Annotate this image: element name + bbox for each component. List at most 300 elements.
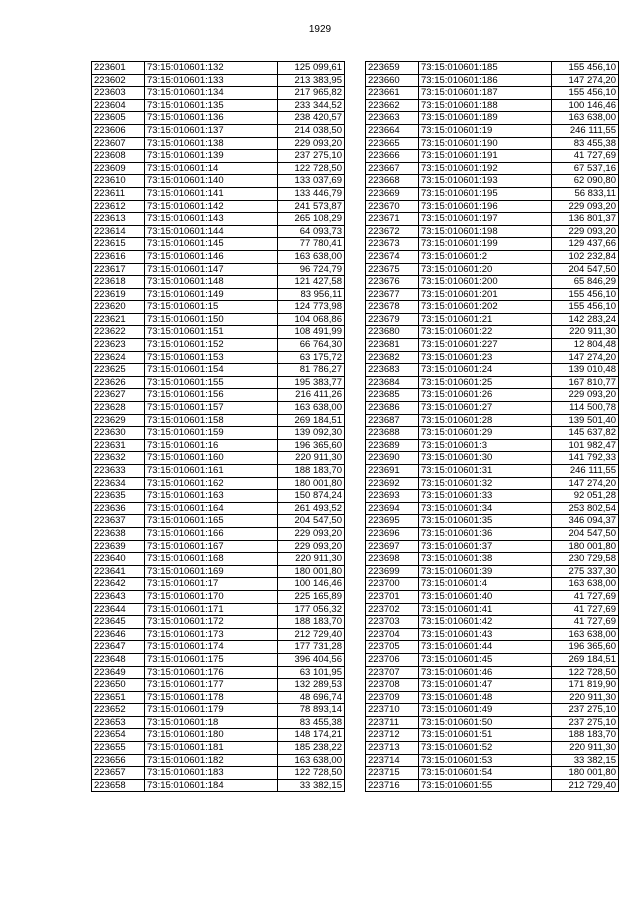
cadastral-value-cell: 139 501,40 [552, 414, 619, 427]
cadastral-number-cell: 73:15:010601:51 [419, 729, 552, 742]
table-row [366, 754, 619, 767]
row-number-cell: 223672 [366, 225, 419, 238]
cadastral-number-cell: 73:15:010601:47 [419, 679, 552, 692]
row-number-cell: 223636 [92, 502, 145, 515]
table-row [92, 679, 345, 692]
row-number-cell: 223685 [366, 389, 419, 402]
row-number-cell: 223627 [92, 389, 145, 402]
table-row [92, 565, 345, 578]
row-number-cell: 223623 [92, 339, 145, 352]
row-number-cell: 223653 [92, 716, 145, 729]
cadastral-value-cell: 163 638,00 [278, 402, 345, 415]
cadastral-value-cell: 246 111,55 [552, 465, 619, 478]
cadastral-value-cell: 83 455,38 [278, 716, 345, 729]
table-row [92, 351, 345, 364]
cadastral-value-cell: 83 956,11 [278, 288, 345, 301]
cadastral-value-cell: 204 547,50 [552, 263, 619, 276]
cadastral-value-cell: 96 724,79 [278, 263, 345, 276]
cadastral-value-cell: 155 456,10 [552, 301, 619, 314]
table-row [366, 553, 619, 566]
row-number-cell: 223613 [92, 213, 145, 226]
table-row [366, 213, 619, 226]
table-row [92, 339, 345, 352]
cadastral-number-cell: 73:15:010601:185 [419, 62, 552, 75]
row-number-cell: 223679 [366, 313, 419, 326]
cadastral-value-table-left [91, 61, 345, 792]
cadastral-number-cell: 73:15:010601:178 [145, 691, 278, 704]
table-row [92, 276, 345, 289]
table-row [92, 162, 345, 175]
row-number-cell: 223670 [366, 200, 419, 213]
row-number-cell: 223715 [366, 767, 419, 780]
cadastral-number-cell: 73:15:010601:42 [419, 616, 552, 629]
cadastral-value-cell: 163 638,00 [278, 754, 345, 767]
cadastral-value-cell: 33 382,15 [552, 754, 619, 767]
table-row [92, 301, 345, 314]
row-number-cell: 223713 [366, 742, 419, 755]
cadastral-value-cell: 213 383,95 [278, 74, 345, 87]
cadastral-value-cell: 101 982,47 [552, 439, 619, 452]
table-row [92, 389, 345, 402]
row-number-cell: 223601 [92, 62, 145, 75]
cadastral-value-cell: 133 037,69 [278, 175, 345, 188]
cadastral-number-cell: 73:15:010601:24 [419, 364, 552, 377]
cadastral-number-cell: 73:15:010601:43 [419, 628, 552, 641]
cadastral-value-cell: 229 093,20 [552, 389, 619, 402]
row-number-cell: 223654 [92, 729, 145, 742]
row-number-cell: 223708 [366, 679, 419, 692]
row-number-cell: 223611 [92, 187, 145, 200]
table-row [92, 427, 345, 440]
row-number-cell: 223696 [366, 527, 419, 540]
cadastral-number-cell: 73:15:010601:27 [419, 402, 552, 415]
row-number-cell: 223606 [92, 124, 145, 137]
cadastral-value-cell: 83 455,38 [552, 137, 619, 150]
row-number-cell: 223692 [366, 477, 419, 490]
table-row [92, 150, 345, 163]
cadastral-value-cell: 214 038,50 [278, 124, 345, 137]
cadastral-value-cell: 133 446,79 [278, 187, 345, 200]
cadastral-value-cell: 66 764,30 [278, 339, 345, 352]
table-row [366, 691, 619, 704]
table-row [92, 616, 345, 629]
cadastral-number-cell: 73:15:010601:166 [145, 527, 278, 540]
cadastral-number-cell: 73:15:010601:179 [145, 704, 278, 717]
page-number: 1929 [308, 24, 332, 35]
cadastral-value-cell: 246 111,55 [552, 124, 619, 137]
cadastral-value-cell: 196 365,60 [552, 641, 619, 654]
table-row [92, 225, 345, 238]
row-number-cell: 223656 [92, 754, 145, 767]
table-row [366, 225, 619, 238]
table-row [92, 74, 345, 87]
cadastral-value-cell: 229 093,20 [552, 225, 619, 238]
cadastral-number-cell: 73:15:010601:14 [145, 162, 278, 175]
cadastral-number-cell: 73:15:010601:54 [419, 767, 552, 780]
row-number-cell: 223605 [92, 112, 145, 125]
table-row [366, 162, 619, 175]
cadastral-value-cell: 62 090,80 [552, 175, 619, 188]
cadastral-number-cell: 73:15:010601:18 [145, 716, 278, 729]
cadastral-value-cell: 171 819,90 [552, 679, 619, 692]
cadastral-number-cell: 73:15:010601:49 [419, 704, 552, 717]
row-number-cell: 223632 [92, 452, 145, 465]
cadastral-number-cell: 73:15:010601:150 [145, 313, 278, 326]
cadastral-value-cell: 41 727,69 [552, 590, 619, 603]
cadastral-number-cell: 73:15:010601:176 [145, 666, 278, 679]
row-number-cell: 223675 [366, 263, 419, 276]
row-number-cell: 223628 [92, 402, 145, 415]
cadastral-value-cell: 114 500,78 [552, 402, 619, 415]
cadastral-number-cell: 73:15:010601:147 [145, 263, 278, 276]
row-number-cell: 223687 [366, 414, 419, 427]
row-number-cell: 223699 [366, 565, 419, 578]
row-number-cell: 223645 [92, 616, 145, 629]
cadastral-number-cell: 73:15:010601:149 [145, 288, 278, 301]
cadastral-value-cell: 102 232,84 [552, 250, 619, 263]
row-number-cell: 223614 [92, 225, 145, 238]
cadastral-number-cell: 73:15:010601:160 [145, 452, 278, 465]
cadastral-value-cell: 41 727,69 [552, 603, 619, 616]
table-row [366, 137, 619, 150]
table-row [366, 452, 619, 465]
row-number-cell: 223684 [366, 376, 419, 389]
cadastral-value-cell: 237 275,10 [552, 716, 619, 729]
table-row [92, 527, 345, 540]
table-row [92, 742, 345, 755]
cadastral-value-cell: 265 108,29 [278, 213, 345, 226]
row-number-cell: 223690 [366, 452, 419, 465]
row-number-cell: 223655 [92, 742, 145, 755]
table-row [92, 666, 345, 679]
cadastral-value-cell: 155 456,10 [552, 87, 619, 100]
cadastral-number-cell: 73:15:010601:180 [145, 729, 278, 742]
cadastral-number-cell: 73:15:010601:184 [145, 779, 278, 792]
row-number-cell: 223616 [92, 250, 145, 263]
table-row [366, 742, 619, 755]
cadastral-number-cell: 73:15:010601:199 [419, 238, 552, 251]
table-row [366, 439, 619, 452]
row-number-cell: 223620 [92, 301, 145, 314]
cadastral-value-cell: 253 802,54 [552, 502, 619, 515]
cadastral-value-cell: 229 093,20 [278, 540, 345, 553]
cadastral-value-cell: 141 792,33 [552, 452, 619, 465]
cadastral-number-cell: 73:15:010601:139 [145, 150, 278, 163]
row-number-cell: 223666 [366, 150, 419, 163]
cadastral-number-cell: 73:15:010601:29 [419, 427, 552, 440]
cadastral-value-cell: 230 729,58 [552, 553, 619, 566]
row-number-cell: 223634 [92, 477, 145, 490]
row-number-cell: 223609 [92, 162, 145, 175]
cadastral-value-cell: 220 911,30 [552, 326, 619, 339]
table-row [366, 779, 619, 792]
table-row [366, 87, 619, 100]
table-row [366, 364, 619, 377]
row-number-cell: 223667 [366, 162, 419, 175]
table-row [366, 414, 619, 427]
cadastral-value-cell: 77 780,41 [278, 238, 345, 251]
table-row [366, 490, 619, 503]
cadastral-value-cell: 180 001,80 [278, 565, 345, 578]
row-number-cell: 223646 [92, 628, 145, 641]
table-row [366, 628, 619, 641]
cadastral-number-cell: 73:15:010601:202 [419, 301, 552, 314]
cadastral-number-cell: 73:15:010601:143 [145, 213, 278, 226]
row-number-cell: 223677 [366, 288, 419, 301]
table-row [366, 641, 619, 654]
cadastral-number-cell: 73:15:010601:151 [145, 326, 278, 339]
row-number-cell: 223716 [366, 779, 419, 792]
cadastral-value-cell: 163 638,00 [552, 112, 619, 125]
cadastral-number-cell: 73:15:010601:141 [145, 187, 278, 200]
cadastral-value-cell: 139 010,48 [552, 364, 619, 377]
table-row [92, 603, 345, 616]
cadastral-number-cell: 73:15:010601:159 [145, 427, 278, 440]
cadastral-value-cell: 216 411,26 [278, 389, 345, 402]
table-row [92, 99, 345, 112]
table-row [366, 62, 619, 75]
cadastral-number-cell: 73:15:010601:186 [419, 74, 552, 87]
row-number-cell: 223619 [92, 288, 145, 301]
row-number-cell: 223658 [92, 779, 145, 792]
cadastral-number-cell: 73:15:010601:172 [145, 616, 278, 629]
cadastral-value-cell: 188 183,70 [278, 616, 345, 629]
cadastral-number-cell: 73:15:010601:201 [419, 288, 552, 301]
row-number-cell: 223621 [92, 313, 145, 326]
cadastral-value-cell: 261 493,52 [278, 502, 345, 515]
table-row [366, 729, 619, 742]
row-number-cell: 223649 [92, 666, 145, 679]
table-row [92, 238, 345, 251]
table-row [92, 691, 345, 704]
cadastral-number-cell: 73:15:010601:163 [145, 490, 278, 503]
table-row [366, 565, 619, 578]
cadastral-value-cell: 92 051,28 [552, 490, 619, 503]
cadastral-number-cell: 73:15:010601:134 [145, 87, 278, 100]
row-number-cell: 223604 [92, 99, 145, 112]
cadastral-value-cell: 122 728,50 [552, 666, 619, 679]
row-number-cell: 223698 [366, 553, 419, 566]
table-row [366, 477, 619, 490]
table-row [366, 679, 619, 692]
cadastral-value-cell: 142 283,24 [552, 313, 619, 326]
cadastral-value-cell: 41 727,69 [552, 150, 619, 163]
table-row [92, 263, 345, 276]
cadastral-value-cell: 129 437,66 [552, 238, 619, 251]
table-row [92, 439, 345, 452]
row-number-cell: 223633 [92, 465, 145, 478]
cadastral-value-cell: 241 573,87 [278, 200, 345, 213]
row-number-cell: 223705 [366, 641, 419, 654]
table-row [92, 477, 345, 490]
row-number-cell: 223622 [92, 326, 145, 339]
row-number-cell: 223673 [366, 238, 419, 251]
row-number-cell: 223668 [366, 175, 419, 188]
row-number-cell: 223697 [366, 540, 419, 553]
table-row [366, 616, 619, 629]
table-body-left [92, 62, 345, 792]
table-row [366, 124, 619, 137]
table-row [92, 288, 345, 301]
table-row [92, 376, 345, 389]
row-number-cell: 223688 [366, 427, 419, 440]
row-number-cell: 223640 [92, 553, 145, 566]
table-row [366, 578, 619, 591]
row-number-cell: 223671 [366, 213, 419, 226]
table-row [366, 527, 619, 540]
cadastral-value-cell: 163 638,00 [278, 250, 345, 263]
row-number-cell: 223644 [92, 603, 145, 616]
cadastral-value-cell: 220 911,30 [552, 691, 619, 704]
table-row [92, 187, 345, 200]
table-row [366, 339, 619, 352]
table-row [92, 515, 345, 528]
cadastral-number-cell: 73:15:010601:173 [145, 628, 278, 641]
table-row [366, 175, 619, 188]
row-number-cell: 223712 [366, 729, 419, 742]
table-row [366, 402, 619, 415]
row-number-cell: 223676 [366, 276, 419, 289]
row-number-cell: 223710 [366, 704, 419, 717]
cadastral-value-cell: 139 092,30 [278, 427, 345, 440]
cadastral-value-cell: 220 911,30 [552, 742, 619, 755]
cadastral-number-cell: 73:15:010601:3 [419, 439, 552, 452]
cadastral-value-cell: 155 456,10 [552, 288, 619, 301]
cadastral-value-cell: 196 365,60 [278, 439, 345, 452]
row-number-cell: 223618 [92, 276, 145, 289]
table-body-right [366, 62, 619, 792]
cadastral-number-cell: 73:15:010601:32 [419, 477, 552, 490]
row-number-cell: 223661 [366, 87, 419, 100]
row-number-cell: 223624 [92, 351, 145, 364]
row-number-cell: 223626 [92, 376, 145, 389]
row-number-cell: 223625 [92, 364, 145, 377]
cadastral-number-cell: 73:15:010601:198 [419, 225, 552, 238]
table-row [92, 452, 345, 465]
cadastral-number-cell: 73:15:010601:152 [145, 339, 278, 352]
cadastral-number-cell: 73:15:010601:158 [145, 414, 278, 427]
cadastral-number-cell: 73:15:010601:197 [419, 213, 552, 226]
table-row [366, 540, 619, 553]
cadastral-value-cell: 188 183,70 [278, 465, 345, 478]
cadastral-value-cell: 48 696,74 [278, 691, 345, 704]
cadastral-value-cell: 185 238,22 [278, 742, 345, 755]
row-number-cell: 223660 [366, 74, 419, 87]
cadastral-number-cell: 73:15:010601:26 [419, 389, 552, 402]
table-row [366, 301, 619, 314]
row-number-cell: 223680 [366, 326, 419, 339]
cadastral-number-cell: 73:15:010601:200 [419, 276, 552, 289]
table-row [92, 62, 345, 75]
row-number-cell: 223709 [366, 691, 419, 704]
row-number-cell: 223617 [92, 263, 145, 276]
cadastral-value-cell: 147 274,20 [552, 351, 619, 364]
cadastral-number-cell: 73:15:010601:196 [419, 200, 552, 213]
cadastral-number-cell: 73:15:010601:174 [145, 641, 278, 654]
row-number-cell: 223659 [366, 62, 419, 75]
cadastral-value-cell: 63 175,72 [278, 351, 345, 364]
table-row [92, 250, 345, 263]
row-number-cell: 223695 [366, 515, 419, 528]
cadastral-number-cell: 73:15:010601:154 [145, 364, 278, 377]
cadastral-value-cell: 163 638,00 [552, 578, 619, 591]
table-row [366, 276, 619, 289]
row-number-cell: 223612 [92, 200, 145, 213]
cadastral-number-cell: 73:15:010601:169 [145, 565, 278, 578]
cadastral-value-cell: 122 728,50 [278, 767, 345, 780]
cadastral-value-cell: 122 728,50 [278, 162, 345, 175]
row-number-cell: 223647 [92, 641, 145, 654]
table-row [366, 351, 619, 364]
cadastral-value-cell: 275 337,30 [552, 565, 619, 578]
row-number-cell: 223602 [92, 74, 145, 87]
table-row [366, 603, 619, 616]
cadastral-number-cell: 73:15:010601:157 [145, 402, 278, 415]
table-row [366, 653, 619, 666]
cadastral-number-cell: 73:15:010601:183 [145, 767, 278, 780]
cadastral-number-cell: 73:15:010601:46 [419, 666, 552, 679]
cadastral-value-cell: 188 183,70 [552, 729, 619, 742]
row-number-cell: 223681 [366, 339, 419, 352]
cadastral-number-cell: 73:15:010601:39 [419, 565, 552, 578]
cadastral-value-cell: 177 056,32 [278, 603, 345, 616]
table-row [366, 187, 619, 200]
cadastral-number-cell: 73:15:010601:17 [145, 578, 278, 591]
table-row [366, 200, 619, 213]
cadastral-value-cell: 177 731,28 [278, 641, 345, 654]
row-number-cell: 223615 [92, 238, 145, 251]
cadastral-number-cell: 73:15:010601:189 [419, 112, 552, 125]
cadastral-number-cell: 73:15:010601:145 [145, 238, 278, 251]
cadastral-number-cell: 73:15:010601:148 [145, 276, 278, 289]
cadastral-value-cell: 269 184,51 [278, 414, 345, 427]
table-row [366, 74, 619, 87]
table-row [92, 414, 345, 427]
cadastral-number-cell: 73:15:010601:35 [419, 515, 552, 528]
table-row [92, 137, 345, 150]
cadastral-number-cell: 73:15:010601:170 [145, 590, 278, 603]
row-number-cell: 223693 [366, 490, 419, 503]
table-row [366, 112, 619, 125]
table-row [92, 754, 345, 767]
cadastral-value-cell: 132 289,53 [278, 679, 345, 692]
cadastral-value-cell: 108 491,99 [278, 326, 345, 339]
cadastral-number-cell: 73:15:010601:190 [419, 137, 552, 150]
cadastral-value-cell: 81 786,27 [278, 364, 345, 377]
cadastral-number-cell: 73:15:010601:2 [419, 250, 552, 263]
row-number-cell: 223683 [366, 364, 419, 377]
table-row [92, 704, 345, 717]
row-number-cell: 223650 [92, 679, 145, 692]
cadastral-number-cell: 73:15:010601:132 [145, 62, 278, 75]
cadastral-number-cell: 73:15:010601:140 [145, 175, 278, 188]
cadastral-number-cell: 73:15:010601:168 [145, 553, 278, 566]
cadastral-number-cell: 73:15:010601:165 [145, 515, 278, 528]
table-row [92, 779, 345, 792]
row-number-cell: 223652 [92, 704, 145, 717]
cadastral-number-cell: 73:15:010601:34 [419, 502, 552, 515]
cadastral-value-cell: 229 093,20 [278, 137, 345, 150]
cadastral-value-cell: 155 456,10 [552, 62, 619, 75]
row-number-cell: 223669 [366, 187, 419, 200]
row-number-cell: 223686 [366, 402, 419, 415]
cadastral-number-cell: 73:15:010601:136 [145, 112, 278, 125]
row-number-cell: 223711 [366, 716, 419, 729]
row-number-cell: 223694 [366, 502, 419, 515]
cadastral-value-cell: 125 099,61 [278, 62, 345, 75]
cadastral-number-cell: 73:15:010601:137 [145, 124, 278, 137]
table-row [92, 364, 345, 377]
